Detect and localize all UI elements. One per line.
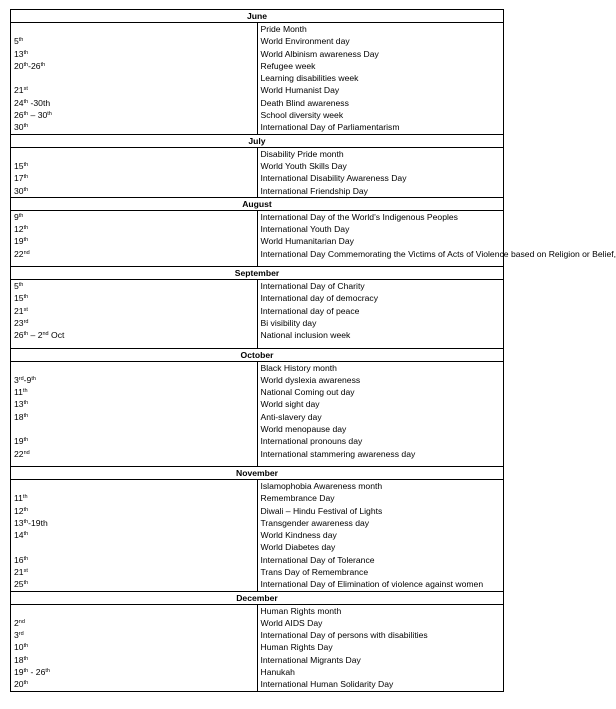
date-text: 24 (14, 97, 24, 108)
event-cell: Death Blind awareness (257, 97, 504, 109)
date-cell (11, 398, 258, 410)
event-cell: Human Rights month (257, 604, 504, 617)
date-ordinal-suffix: th (23, 506, 29, 513)
month-header-row (11, 10, 504, 23)
date-text: 26 (14, 330, 24, 341)
table-row (11, 505, 504, 517)
event-cell: Learning disabilities week (257, 72, 504, 84)
date-cell (11, 423, 258, 435)
month-header-row (11, 134, 504, 147)
event-cell: World AIDS Day (257, 617, 504, 629)
date-cell (11, 578, 258, 591)
date-cell (11, 411, 258, 423)
table-row (11, 386, 504, 398)
date-cell (11, 448, 258, 460)
event-cell: World Diabetes day (257, 541, 504, 553)
event-cell: Pride Month (257, 23, 504, 36)
date-cell (11, 147, 258, 160)
date-cell (11, 172, 258, 184)
date-ordinal-suffix: th (23, 331, 29, 338)
date-text: 21 (14, 85, 24, 96)
event-cell: International Friendship Day (257, 185, 504, 198)
table-row (11, 654, 504, 666)
date-ordinal-suffix: th (23, 111, 29, 118)
table-row (11, 641, 504, 653)
event-cell: World Humanitarian Day (257, 235, 504, 247)
date-text: -30th (28, 97, 51, 108)
date-cell (11, 185, 258, 198)
event-cell: Hanukah (257, 666, 504, 678)
event-cell: Refugee week (257, 60, 504, 72)
table-row (11, 329, 504, 341)
event-cell: World sight day (257, 398, 504, 410)
table-row (11, 35, 504, 47)
date-cell (11, 629, 258, 641)
date-text: 23 (14, 317, 24, 328)
event-cell: Bi visibility day (257, 317, 504, 329)
date-ordinal-suffix: th (23, 174, 29, 181)
date-cell (11, 386, 258, 398)
date-cell (11, 109, 258, 121)
event-cell: World Youth Skills Day (257, 160, 504, 172)
date-ordinal-suffix: th (23, 237, 29, 244)
event-cell: Trans Day of Remembrance (257, 566, 504, 578)
date-cell (11, 48, 258, 60)
date-text: 18 (14, 411, 24, 422)
event-cell: World Humanist Day (257, 84, 504, 96)
date-text: 25 (14, 579, 24, 590)
event-cell: Human Rights Day (257, 641, 504, 653)
date-cell (11, 492, 258, 504)
date-cell (11, 641, 258, 653)
event-cell: International Day Commemorating the Victims of Acts of Violence based on Religion or Belief, (257, 248, 504, 260)
date-ordinal-suffix: th (23, 655, 29, 662)
table-row (11, 604, 504, 617)
date-cell (11, 23, 258, 36)
date-cell (11, 435, 258, 447)
date-text: – 30 (28, 110, 48, 121)
table-row (11, 235, 504, 247)
date-cell (11, 84, 258, 96)
table-row (11, 109, 504, 121)
date-cell (11, 505, 258, 517)
date-text: 19 (14, 667, 24, 678)
date-ordinal-suffix: th (22, 388, 28, 395)
month-header-row (11, 348, 504, 361)
table-row (11, 529, 504, 541)
date-ordinal-suffix: th (40, 61, 46, 68)
date-cell (11, 223, 258, 235)
date-text: 14 (14, 530, 24, 541)
date-ordinal-suffix: th (23, 161, 29, 168)
month-title: September (11, 267, 504, 280)
date-text: -9 (23, 374, 32, 385)
date-ordinal-suffix: th (23, 437, 29, 444)
event-cell: World dyslexia awareness (257, 374, 504, 386)
date-text: 20 (14, 60, 24, 71)
date-text: - 26 (28, 667, 46, 678)
date-text: 3 (14, 374, 19, 385)
event-cell: International Day of Tolerance (257, 554, 504, 566)
date-ordinal-suffix: th (23, 294, 29, 301)
table-row (11, 411, 504, 423)
date-ordinal-suffix: th (23, 225, 29, 232)
table-row (11, 121, 504, 134)
date-ordinal-suffix: th (18, 212, 24, 219)
event-cell: Islamophobia Awareness month (257, 479, 504, 492)
event-cell: World Albinism awareness Day (257, 48, 504, 60)
event-cell: World Environment day (257, 35, 504, 47)
table-row (11, 172, 504, 184)
date-cell (11, 329, 258, 341)
date-text: 16 (14, 554, 24, 565)
date-cell (11, 654, 258, 666)
date-cell (11, 60, 258, 72)
date-text: -26 (28, 60, 41, 71)
table-row (11, 617, 504, 629)
table-row (11, 23, 504, 36)
event-cell: International stammering awareness day (257, 448, 504, 460)
date-ordinal-suffix: th (23, 580, 29, 587)
date-cell (11, 517, 258, 529)
date-ordinal-suffix: th (45, 668, 50, 675)
date-cell (11, 317, 258, 329)
date-text: 11 (14, 387, 23, 398)
date-ordinal-suffix: rd (18, 375, 24, 382)
date-cell (11, 604, 258, 617)
date-text: 5 (14, 281, 19, 292)
table-row (11, 666, 504, 678)
date-text: – 2 (28, 330, 43, 341)
month-title: December (11, 591, 504, 604)
event-cell: Transgender awareness day (257, 517, 504, 529)
date-text: 3 (14, 630, 19, 641)
date-ordinal-suffix: th (31, 375, 36, 382)
month-header-row (11, 197, 504, 210)
date-cell (11, 529, 258, 541)
event-cell: International Migrants Day (257, 654, 504, 666)
month-title: July (11, 134, 504, 147)
date-ordinal-suffix: th (23, 186, 29, 193)
calendar-document (10, 9, 616, 692)
date-text: 15 (14, 160, 24, 171)
event-cell: School diversity week (257, 109, 504, 121)
date-cell (11, 541, 258, 553)
table-row (11, 84, 504, 96)
table-row (11, 578, 504, 591)
event-cell: International day of democracy (257, 292, 504, 304)
event-cell: Anti-slavery day (257, 411, 504, 423)
date-text: -19th (28, 517, 48, 528)
date-text: 13 (14, 48, 24, 59)
date-ordinal-suffix: th (23, 61, 29, 68)
table-row (11, 60, 504, 72)
date-cell (11, 121, 258, 134)
date-text: 13 (14, 399, 24, 410)
table-row (11, 210, 504, 223)
table-row (11, 72, 504, 84)
date-cell (11, 160, 258, 172)
date-ordinal-suffix: nd (23, 449, 30, 456)
date-ordinal-suffix: rd (18, 631, 24, 638)
date-text: 30 (14, 185, 24, 196)
date-cell (11, 305, 258, 317)
date-text: 18 (14, 654, 24, 665)
month-title: August (11, 197, 504, 210)
date-ordinal-suffix: nd (23, 249, 30, 256)
date-text: 13 (14, 517, 24, 528)
event-cell: International Youth Day (257, 223, 504, 235)
calendar-body (11, 10, 616, 692)
table-row (11, 185, 504, 198)
table-row (11, 292, 504, 304)
table-row (11, 423, 504, 435)
date-text: 2 (14, 617, 19, 628)
date-text: 10 (14, 642, 24, 653)
date-text: 21 (14, 566, 24, 577)
date-ordinal-suffix: th (23, 680, 29, 687)
date-ordinal-suffix: st (23, 306, 28, 313)
date-ordinal-suffix: th (23, 400, 29, 407)
table-row (11, 629, 504, 641)
month-title: June (11, 10, 504, 23)
date-ordinal-suffix: th (23, 555, 29, 562)
event-cell: Diwali – Hindu Festival of Lights (257, 505, 504, 517)
date-text: 17 (14, 173, 24, 184)
date-cell (11, 554, 258, 566)
date-ordinal-suffix: nd (42, 331, 49, 338)
date-text: 11 (14, 493, 23, 504)
event-cell: International Disability Awareness Day (257, 172, 504, 184)
table-row (11, 554, 504, 566)
date-text: 5 (14, 36, 19, 47)
month-title: October (11, 348, 504, 361)
date-cell (11, 35, 258, 47)
date-ordinal-suffix: th (23, 668, 29, 675)
date-text: 19 (14, 436, 24, 447)
date-cell (11, 361, 258, 374)
month-header-row (11, 267, 504, 280)
awareness-calendar-table (10, 9, 616, 692)
date-cell (11, 97, 258, 109)
event-cell: International Day of Elimination of violence against women (257, 578, 504, 591)
date-ordinal-suffix: nd (18, 618, 25, 625)
month-header-row (11, 466, 504, 479)
table-row (11, 435, 504, 447)
table-row (11, 541, 504, 553)
date-ordinal-suffix: th (22, 494, 28, 501)
date-ordinal-suffix: th (23, 98, 29, 105)
event-cell: International day of peace (257, 305, 504, 317)
event-cell: World Kindness day (257, 529, 504, 541)
date-ordinal-suffix: th (18, 37, 24, 44)
date-cell (11, 566, 258, 578)
table-row (11, 517, 504, 529)
date-text: Oct (48, 330, 65, 341)
date-cell (11, 292, 258, 304)
event-cell: International Human Solidarity Day (257, 678, 504, 691)
event-cell: International Day of the World’s Indigenous Peoples (257, 210, 504, 223)
event-cell: International Day of persons with disabilities (257, 629, 504, 641)
date-cell (11, 235, 258, 247)
table-row (11, 305, 504, 317)
table-row (11, 492, 504, 504)
date-cell (11, 666, 258, 678)
date-cell (11, 479, 258, 492)
event-cell: Black History month (257, 361, 504, 374)
table-row (11, 398, 504, 410)
table-row (11, 147, 504, 160)
date-ordinal-suffix: th (23, 49, 29, 56)
date-cell (11, 210, 258, 223)
table-row (11, 479, 504, 492)
event-cell: World menopause day (257, 423, 504, 435)
date-text: 19 (14, 236, 24, 247)
event-cell: International Day of Charity (257, 280, 504, 293)
date-ordinal-suffix: rd (23, 318, 29, 325)
date-ordinal-suffix: th (47, 111, 52, 118)
date-cell (11, 374, 258, 386)
event-cell: Remembrance Day (257, 492, 504, 504)
date-ordinal-suffix: st (23, 86, 28, 93)
month-header-row (11, 591, 504, 604)
date-text: 15 (14, 293, 24, 304)
event-cell: National inclusion week (257, 329, 504, 341)
date-ordinal-suffix: th (23, 412, 29, 419)
date-ordinal-suffix: th (23, 123, 29, 130)
table-row (11, 374, 504, 386)
date-text: 12 (14, 505, 24, 516)
date-ordinal-suffix: th (23, 518, 29, 525)
event-cell: National Coming out day (257, 386, 504, 398)
date-text: 22 (14, 448, 24, 459)
date-cell (11, 72, 258, 84)
date-text: 9 (14, 211, 19, 222)
table-row (11, 361, 504, 374)
date-text: 20 (14, 679, 24, 690)
event-cell: Disability Pride month (257, 147, 504, 160)
table-row (11, 317, 504, 329)
month-title: November (11, 466, 504, 479)
table-row (11, 48, 504, 60)
table-row (11, 448, 504, 460)
date-cell (11, 678, 258, 691)
date-ordinal-suffix: st (23, 567, 28, 574)
date-ordinal-suffix: th (23, 643, 29, 650)
date-cell (11, 280, 258, 293)
date-text: 12 (14, 224, 24, 235)
event-cell: International pronouns day (257, 435, 504, 447)
event-cell: International Day of Parliamentarism (257, 121, 504, 134)
table-row (11, 223, 504, 235)
date-text: 21 (14, 305, 24, 316)
date-text: 30 (14, 122, 24, 133)
date-ordinal-suffix: th (23, 531, 29, 538)
table-row (11, 280, 504, 293)
date-cell (11, 248, 258, 260)
table-row (11, 678, 504, 691)
date-cell (11, 617, 258, 629)
table-row (11, 160, 504, 172)
date-text: 26 (14, 110, 24, 121)
date-ordinal-suffix: th (18, 282, 24, 289)
date-text: 22 (14, 248, 24, 259)
table-row (11, 97, 504, 109)
table-row (11, 566, 504, 578)
table-row (11, 248, 504, 260)
